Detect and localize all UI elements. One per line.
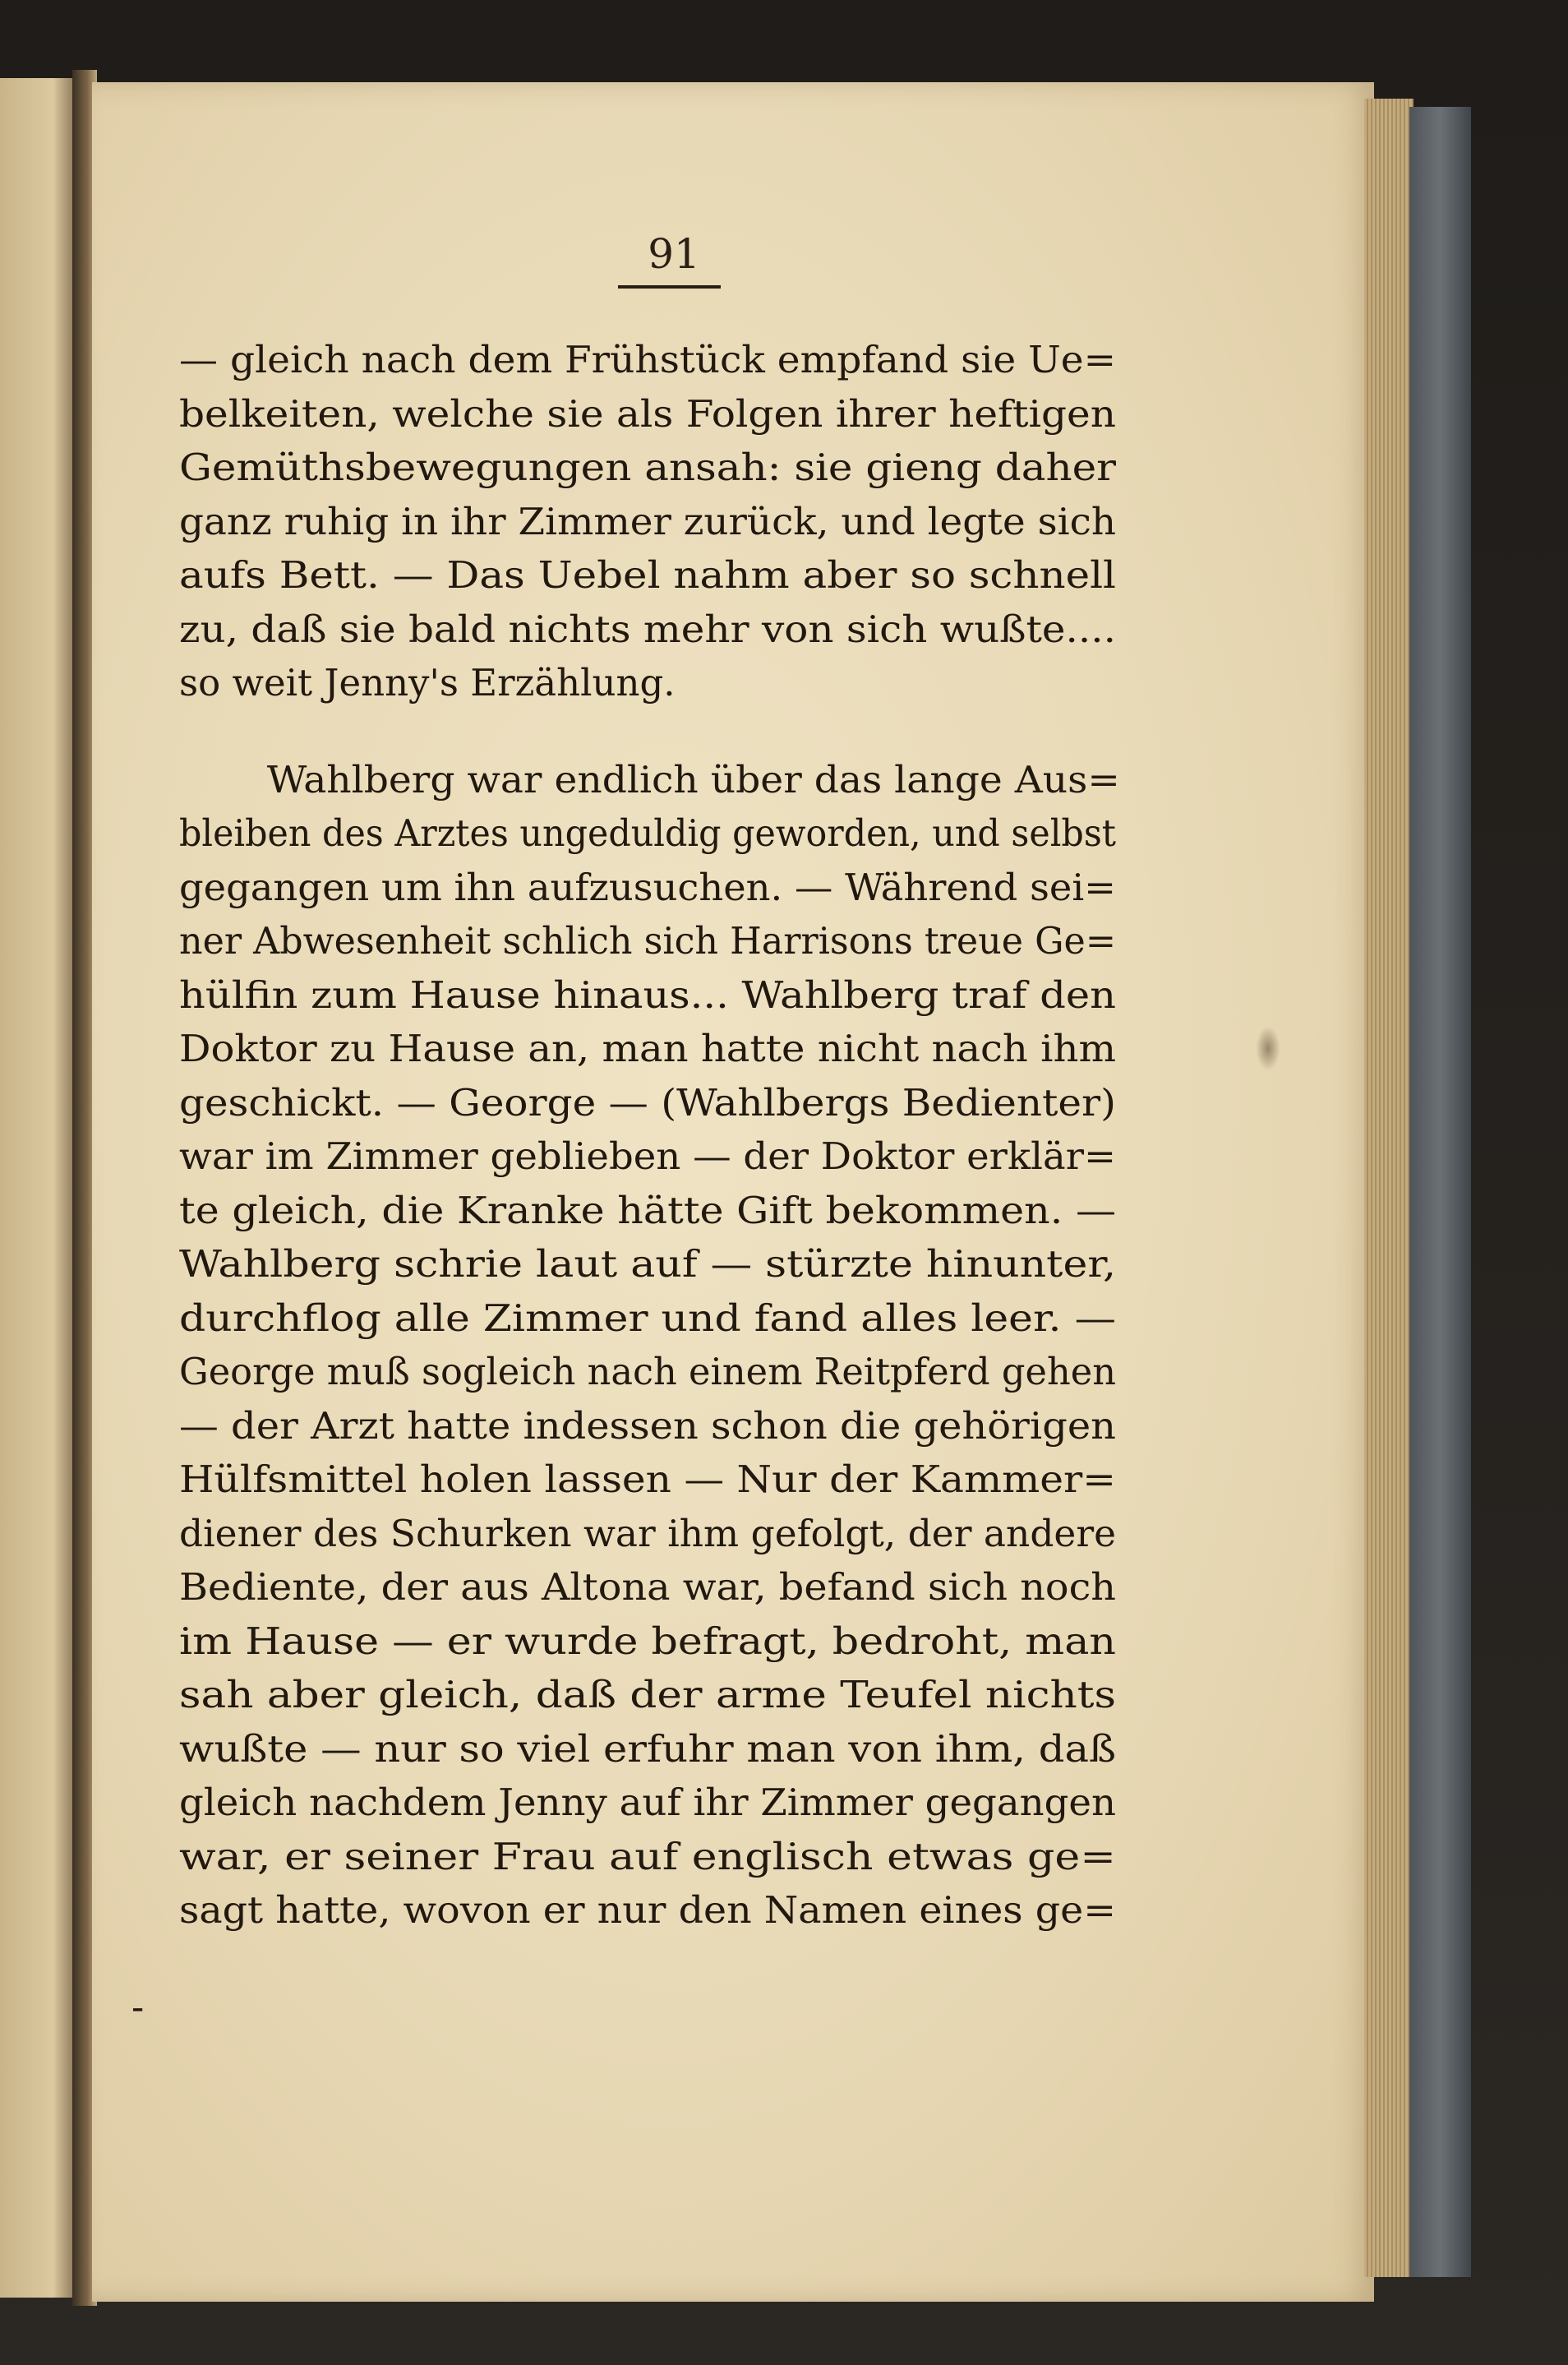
text-line: geschickt. — George — (Wahlbergs Bedienter) [179,1080,1116,1125]
body-text [179,333,1120,1938]
text-line: Bediente, der aus Altona war, befand sich noch [179,1565,1116,1609]
text-line: — der Arzt hatte indessen schon die gehörigen [179,1403,1116,1448]
page-number-rule [618,285,721,289]
text-line: zu, daß sie bald nichts mehr von sich wußte.... [179,607,1116,651]
page-stack-edge [1364,99,1414,2277]
text-line: Wahlberg schrie laut auf — stürzte hinunter, [179,1242,1116,1286]
text-line: wußte — nur so viel erfuhr man von ihm, daß [179,1726,1116,1771]
text-line: George muß sogleich nach einem Reitpferd gehen [179,1350,1116,1393]
paper-stain [1256,1026,1280,1071]
text-line: te gleich, die Kranke hätte Gift bekommen. — [179,1188,1116,1232]
text-line: gleich nachdem Jenny auf ihr Zimmer gegangen [179,1781,1116,1824]
text-line: durchflog alle Zimmer und fand alles leer. — [179,1296,1116,1340]
text-line: belkeiten, welche sie als Folgen ihrer heftigen [179,391,1116,436]
text-line: so weit Jenny's Erzählung. [179,661,676,704]
text-line: Hülfsmittel holen lassen — Nur der Kammer= [179,1457,1116,1501]
text-line: war im Zimmer geblieben — der Doktor erklär= [179,1134,1116,1178]
text-line: Wahlberg war endlich über das lange Aus= [266,757,1120,801]
text-line: im Hause — er wurde befragt, bedroht, man [179,1619,1116,1663]
text-line: sagt hatte, wovon er nur den Namen eines ge= [179,1888,1116,1932]
margin-mark: - [131,1985,145,2029]
page-number: 91 [648,230,700,278]
text-line: war, er seiner Frau auf englisch etwas ge= [179,1834,1116,1878]
text-line: Doktor zu Hause an, man hatte nicht nach ihm [179,1027,1116,1070]
text-line: hülfin zum Hause hinaus... Wahlberg traf den [179,972,1116,1017]
text-line: ganz ruhig in ihr Zimmer zurück, und legte sich [179,499,1116,543]
text-line: sah aber gleich, daß der arme Teufel nichts [179,1673,1116,1716]
cover-board [1409,107,1471,2277]
text-line: bleiben des Arztes ungeduldig geworden, und selbst [179,811,1116,855]
paragraph-gap [179,710,1116,753]
text-line: ner Abwesenheit schlich sich Harrisons treue Ge= [179,919,1116,963]
text-line: aufs Bett. — Das Uebel nahm aber so schnell [179,553,1116,597]
text-line: diener des Schurken war ihm gefolgt, der andere [179,1511,1116,1555]
text-line: Gemüthsbewegungen ansah: sie gieng daher [179,446,1116,489]
text-line: — gleich nach dem Frühstück empfand sie Ue= [179,338,1117,381]
previous-page-edge [0,78,76,2298]
text-line: gegangen um ihn aufzusuchen. — Während sei= [179,865,1116,909]
